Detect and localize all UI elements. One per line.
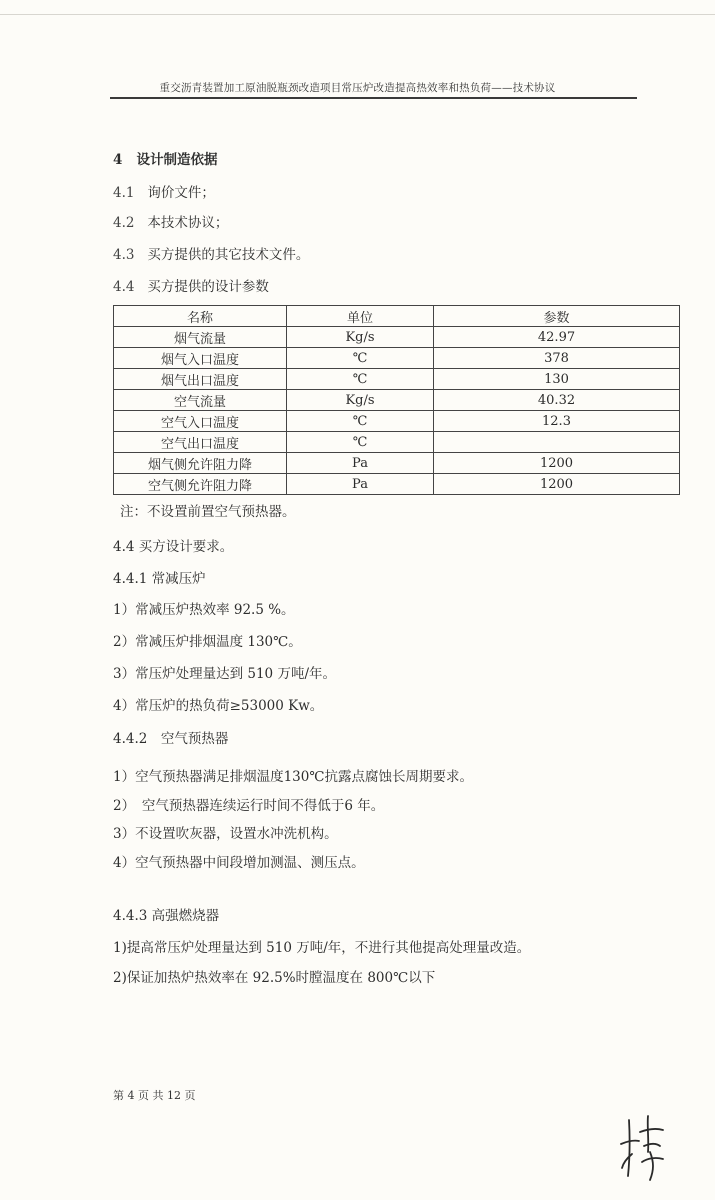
list-item: 4.1 询价文件；: [113, 185, 215, 201]
list-item: 4.4 买方提供的设计参数: [113, 279, 269, 295]
page-footer: 第 4 页 共 12 页: [113, 1089, 196, 1102]
list-item: 4）常压炉的热负荷≥53000 Kw。: [113, 698, 324, 714]
table-header-row: [114, 306, 680, 327]
subsection-heading: 4.4.2 空气预热器: [113, 731, 229, 747]
header-cell: 名称: [114, 306, 287, 327]
list-item: 1）空气预热器满足排烟温度130℃抗露点腐蚀长周期要求。: [113, 769, 473, 785]
page-header: 重交沥青装置加工原油脱瓶颈改造项目常压炉改造提高热效率和热负荷——技术协议: [159, 82, 556, 94]
list-item: 2）常减压炉排烟温度 130℃。: [113, 634, 302, 650]
list-item: 4.3 买方提供的其它技术文件。: [113, 247, 310, 263]
header-divider: [110, 97, 637, 99]
table-row: 空气入口温度 ℃ 12.3: [114, 411, 680, 432]
list-item: 1）常减压炉热效率 92.5 %。: [113, 602, 295, 618]
scan-edge-line: [0, 14, 715, 15]
table-row: 烟气出口温度 ℃ 130: [114, 369, 680, 390]
header-cell: 参数: [434, 306, 680, 327]
list-item: 2)保证加热炉热效率在 92.5%时膛温度在 800℃以下: [113, 970, 436, 986]
handwritten-signature-icon: [618, 1110, 668, 1186]
table-row: 烟气侧允许阻力降 Pa 1200: [114, 453, 680, 474]
list-item: 3）不设置吹灰器，设置水冲洗机构。: [113, 826, 338, 842]
table-note: 注：不设置前置空气预热器。: [120, 504, 296, 520]
subsection-heading: 4.4.3 高强燃烧器: [113, 908, 220, 924]
requirements-heading: 4.4 买方设计要求。: [113, 539, 234, 555]
subsection-heading: 4.4.1 常减压炉: [113, 571, 206, 587]
section-4-heading: [113, 148, 218, 168]
list-item: 2） 空气预热器连续运行时间不得低于6 年。: [113, 798, 385, 814]
list-item: 4）空气预热器中间段增加测温、测压点。: [113, 855, 365, 871]
table-row: 烟气入口温度 ℃ 378: [114, 348, 680, 369]
table-row: 空气出口温度 ℃: [114, 432, 680, 453]
section-number: 4: [113, 152, 123, 168]
list-item: 3）常压炉处理量达到 510 万吨/年。: [113, 666, 336, 682]
list-item: 1)提高常压炉处理量达到 510 万吨/年，不进行其他提高处理量改造。: [113, 940, 531, 956]
design-parameters-table: [113, 305, 680, 495]
list-item: 4.2 本技术协议；: [113, 215, 229, 231]
table-row: 烟气流量 Kg/s 42.97: [114, 327, 680, 348]
section-title: 设计制造依据: [136, 152, 218, 168]
header-cell: 单位: [287, 306, 434, 327]
table-row: 空气侧允许阻力降 Pa 1200: [114, 474, 680, 495]
table-row: 空气流量 Kg/s 40.32: [114, 390, 680, 411]
